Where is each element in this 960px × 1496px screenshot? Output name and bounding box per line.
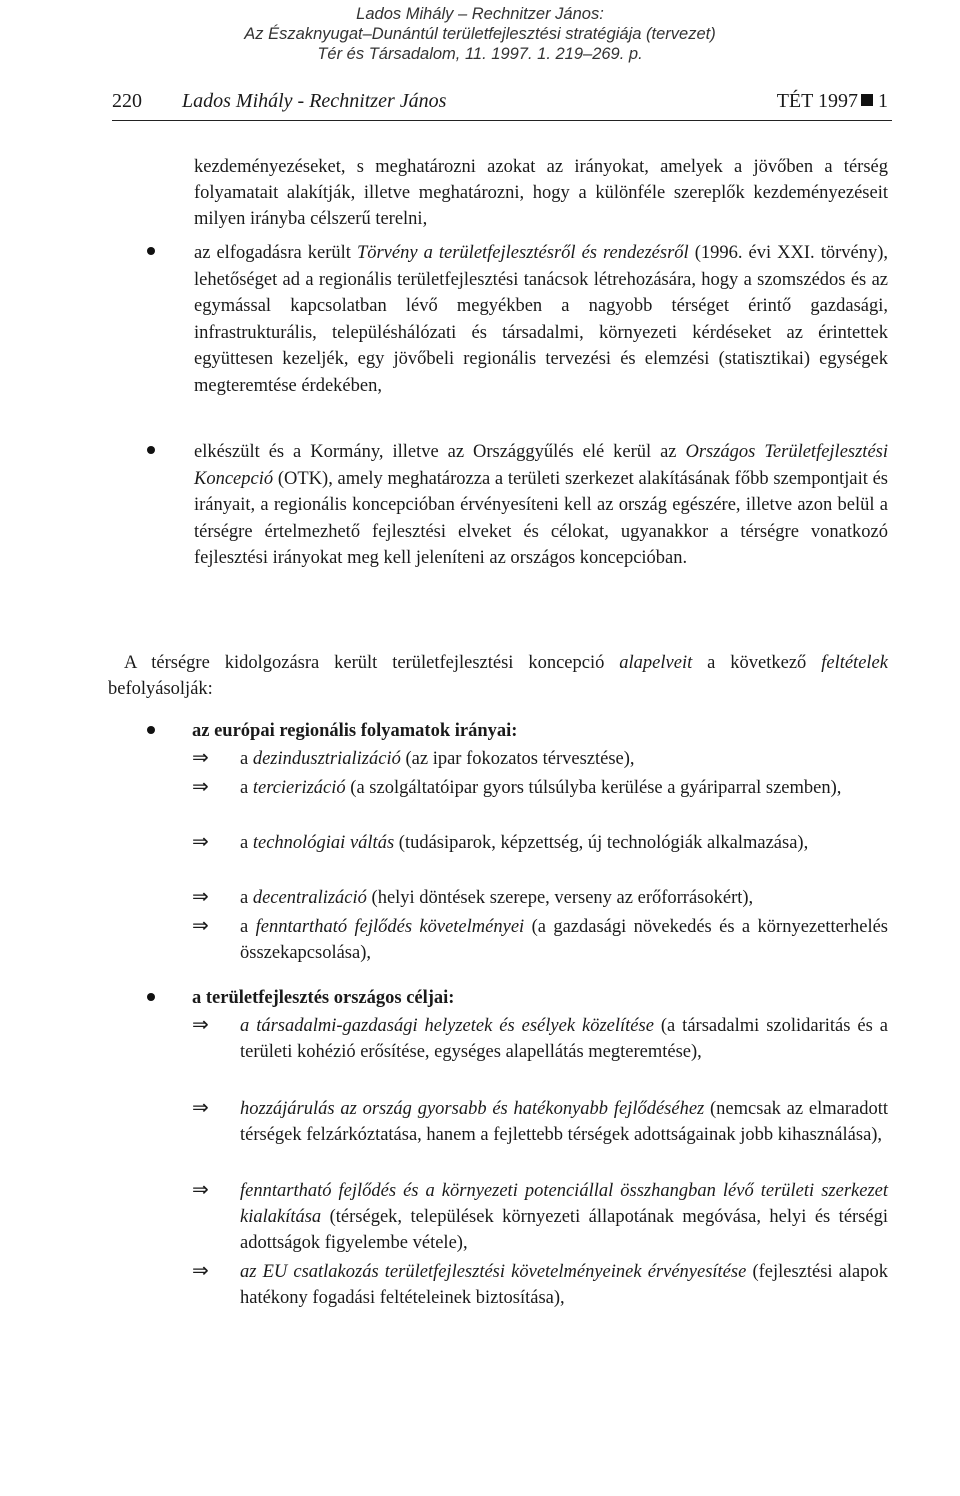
item-post: (fejlesztési alapok hatékony fogadási feltételeinek biztosítása),	[240, 1262, 889, 1308]
arrow-icon: ⇒	[192, 774, 209, 798]
section-1-item	[240, 914, 888, 966]
bullet-item-otk	[194, 439, 888, 572]
item-post: (a szolgáltatóipar gyors túlsúlyba kerülése a gyáriparral szemben),	[345, 778, 842, 798]
running-head-journal	[777, 90, 888, 113]
section-2-item	[240, 1013, 888, 1065]
continued-item-text: kezdeményezéseket, s meghatározni azokat az irányokat, amelyek a jövőben a térség folyamatait alakítják, illetve meghatározni, hogy a különféle szereplők kezdeményezéseit milyen irányba célszerű terelni,	[194, 157, 888, 229]
otk-title: Országos Területfejlesztési Koncepció	[194, 442, 888, 489]
item-post: (helyi döntések szerepe, verseny az erőforrásokért),	[366, 888, 754, 908]
arrow-icon: ⇒	[192, 1258, 209, 1282]
law-text-pre: az elfogadásra került	[194, 243, 357, 263]
bullet-icon	[147, 726, 155, 734]
bullet-icon	[147, 993, 155, 1001]
arrow-icon: ⇒	[192, 884, 209, 908]
intro-mid: a következő	[692, 653, 822, 673]
item-term: hozzájárulás az ország gyorsabb és hatékonyabb fejlődéséhez	[240, 1099, 705, 1119]
section-1-item	[240, 746, 888, 772]
intro-paragraph	[108, 650, 888, 702]
otk-text-post: (OTK), amely meghatározza a területi szerkezet alakításának főbb szempontjait és irányait, a regionális koncepcióban érvényesíteni kell az ország egészére, illetve azon belül a térségre értelmezhető fejlesztési elveket és célokat, ugyanakkor a térségre vonatkozó fejlesztési irányokat meg kell jeleníteni az országos koncepcióban.	[194, 468, 888, 568]
square-icon	[861, 94, 873, 106]
section-1-heading	[192, 718, 888, 744]
arrow-icon: ⇒	[192, 829, 209, 853]
section-2-item	[240, 1178, 888, 1256]
citation-line-1: Lados Mihály – Rechnitzer János:	[356, 5, 604, 23]
law-text-post: (1996. évi XXI. törvény), lehetőséget ad a regionális területfejlesztési tanácsok létrehozására, hogy a szomszédos és az egymással kapcsolatban lévő megyékben a nagyobb térséget érintő gazdasági, infrastrukturális, településhálózati és társadalmi, környezeti kérdéseket az érintettek együttesen kezeljék, egy jövőbeli regionális tervezési és elemzési (statisztikai) egységek megteremtése érdekében,	[194, 243, 888, 396]
item-term: az EU csatlakozás területfejlesztési követelményeinek érvényesítése	[240, 1262, 747, 1282]
arrow-icon: ⇒	[192, 1177, 209, 1201]
otk-text-pre: elkészült és a Kormány, illetve az Országgyűlés elé kerül az	[194, 442, 686, 462]
bullet-icon	[147, 446, 155, 454]
item-pre: a	[240, 917, 256, 937]
arrow-icon: ⇒	[192, 745, 209, 769]
item-post: (a gazdasági növekedés és a környezetterhelés összekapcsolása),	[240, 917, 888, 963]
citation-line-2: Az Északnyugat–Dunántúl területfejlesztési stratégiája (tervezet)	[244, 25, 716, 43]
intro-italic-1: alapelveit	[619, 653, 693, 673]
citation-header	[0, 4, 960, 64]
intro-italic-2: feltételek	[821, 653, 888, 673]
section-2-title: a területfejlesztés országos céljai:	[192, 988, 455, 1008]
citation-line-3: Tér és Társadalom, 11. 1997. 1. 219–269. p.	[317, 45, 643, 63]
item-post: (térségek, települések környezeti állapotának megóvása, helyi és térségi adottságok figyelembe vétele),	[240, 1207, 888, 1253]
item-post: (az ipar fokozatos térvesztése),	[400, 749, 635, 769]
section-2-item	[240, 1259, 888, 1311]
arrow-icon: ⇒	[192, 1012, 209, 1036]
bullet-icon	[147, 247, 155, 255]
intro-post: befolyásolják:	[108, 679, 213, 699]
item-post: (a társadalmi szolidaritás és a területi kohézió erősítése, egységes alapellátás megteremtése),	[240, 1016, 888, 1062]
item-pre: a	[240, 833, 253, 853]
item-post: (nemcsak az elmaradott térségek felzárkóztatása, hanem a fejlettebb térségek adottságainak jobb kihasználása),	[240, 1099, 888, 1145]
running-head-authors: Lados Mihály - Rechnitzer János	[182, 90, 447, 112]
item-term: dezindusztrializáció	[252, 749, 401, 769]
section-1-item	[240, 830, 888, 856]
item-pre: a	[240, 778, 253, 798]
item-term: decentralizáció	[252, 888, 367, 908]
item-pre: a	[240, 888, 253, 908]
item-term: technológiai váltás	[252, 833, 395, 853]
item-pre: a	[240, 749, 253, 769]
bullet-item-law	[194, 240, 888, 399]
running-head	[112, 90, 892, 121]
page-number: 220	[112, 90, 142, 112]
section-1-item	[240, 775, 888, 801]
journal-issue: 1	[878, 90, 888, 112]
item-term: tercierizáció	[252, 778, 346, 798]
section-1-title: az európai regionális folyamatok irányai:	[192, 721, 518, 741]
intro-pre: A térségre kidolgozásra került területfejlesztési koncepció	[124, 653, 620, 673]
section-1-item	[240, 885, 888, 911]
law-title: Törvény a területfejlesztésről és rendezésről	[356, 243, 689, 263]
arrow-icon: ⇒	[192, 1095, 209, 1119]
item-term: fenntartható fejlődés követelményei	[255, 917, 525, 937]
section-2-heading	[192, 985, 888, 1011]
continued-item	[194, 154, 888, 232]
journal-name: TÉT 1997	[776, 90, 858, 112]
item-term: a társadalmi-gazdasági helyzetek és esélyek közelítése	[240, 1016, 654, 1036]
item-term: fenntartható fejlődés és a környezeti potenciállal összhangban lévő területi szerkezet kialakítása	[240, 1181, 888, 1227]
section-2-item	[240, 1096, 888, 1148]
item-post: (tudásiparok, képzettség, új technológiák alkalmazása),	[394, 833, 809, 853]
arrow-icon: ⇒	[192, 913, 209, 937]
